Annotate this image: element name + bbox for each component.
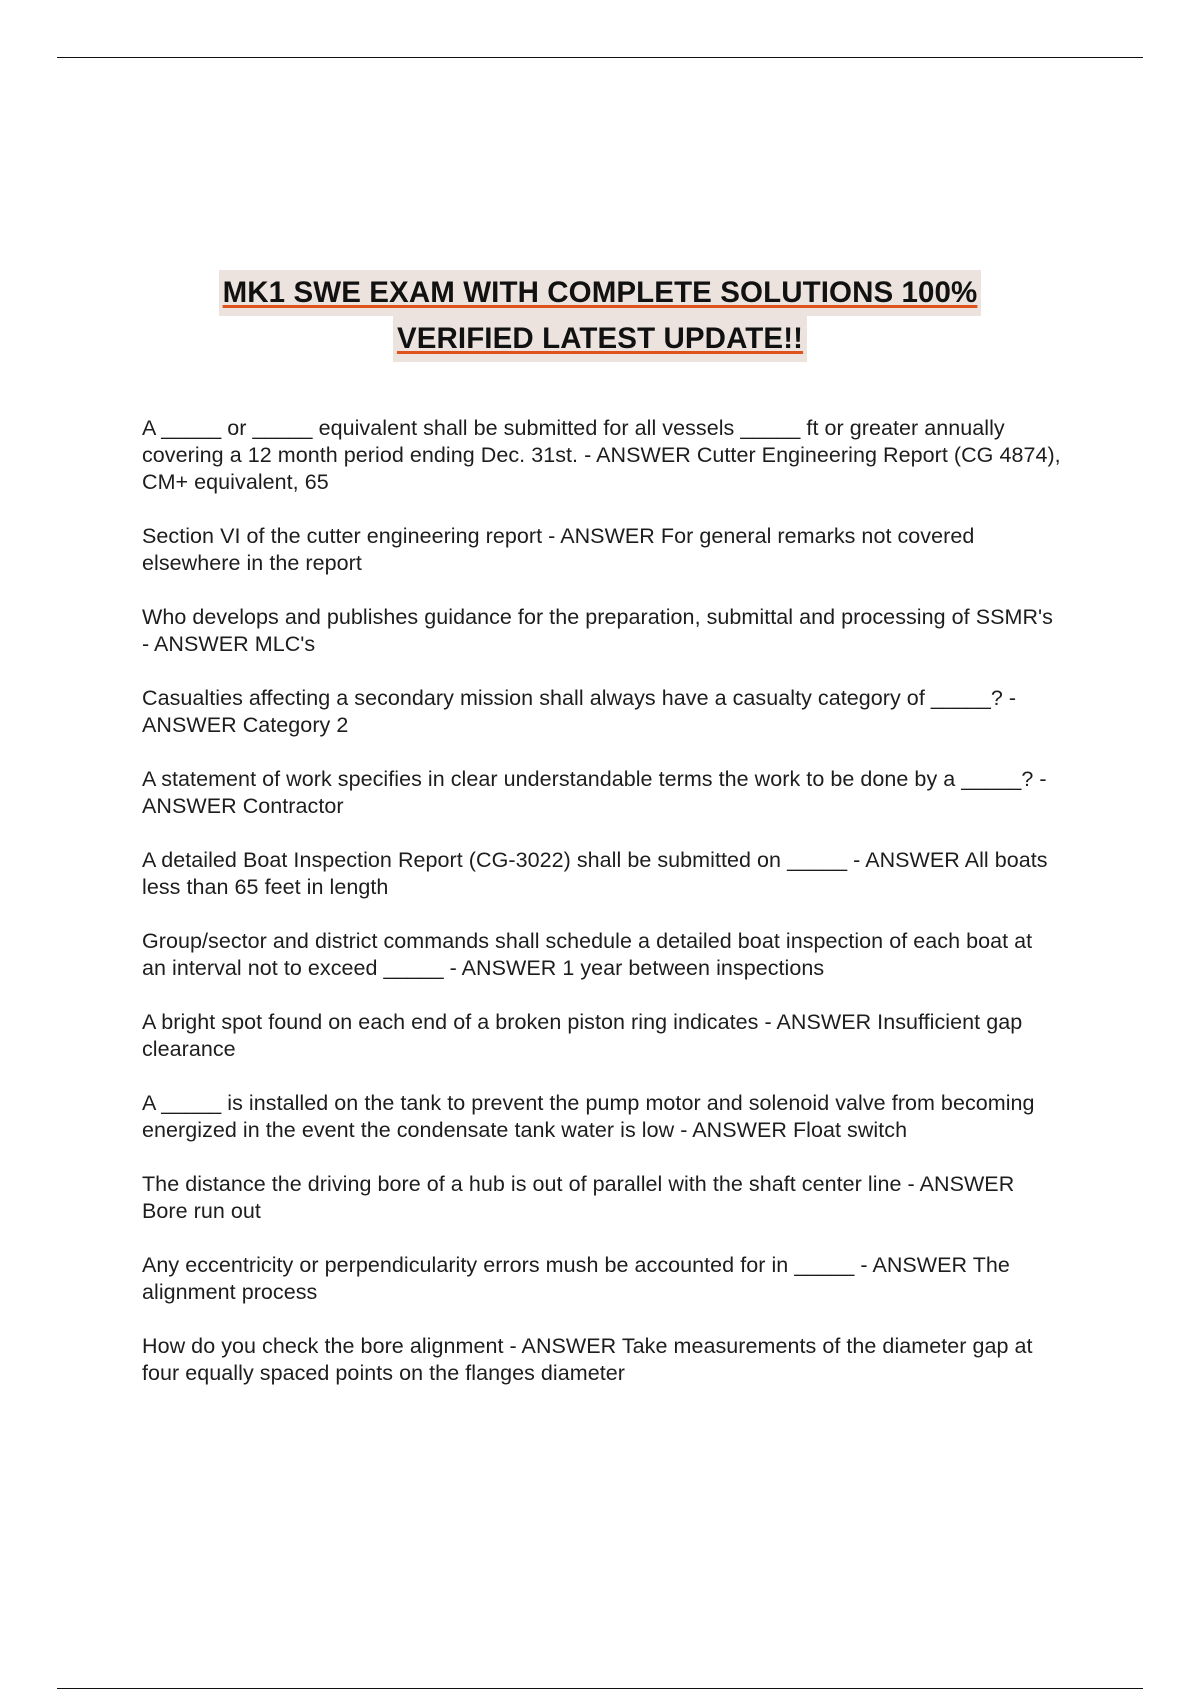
qa-item: A bright spot found on each end of a broken piston ring indicates - ANSWER Insufficient gap clearance [142,1010,1023,1061]
qa-item: The distance the driving bore of a hub is out of parallel with the shaft center line - ANSWER Bore run out [142,1172,1015,1223]
document-title [0,270,1200,362]
qa-item: How do you check the bore alignment - ANSWER Take measurements of the diameter gap at four equally spaced points on the flanges diameter [142,1334,1033,1385]
header-rule [57,57,1143,58]
qa-item: A detailed Boat Inspection Report (CG-3022) shall be submitted on _____ - ANSWER All boats less than 65 feet in length [142,848,1048,899]
qa-item: Section VI of the cutter engineering report - ANSWER For general remarks not covered elsewhere in the report [142,524,975,575]
qa-item: A statement of work specifies in clear understandable terms the work to be done by a _____? - ANSWER Contractor [142,767,1047,818]
title-line-1: MK1 SWE EXAM WITH COMPLETE SOLUTIONS 100% [219,270,982,316]
footer-rule [57,1688,1143,1689]
qa-item: Who develops and publishes guidance for the preparation, submittal and processing of SSMR's - ANSWER MLC's [142,605,1053,656]
qa-item: Casualties affecting a secondary mission shall always have a casualty category of _____? - ANSWER Category 2 [142,686,1017,737]
title-line-2: VERIFIED LATEST UPDATE!! [393,316,807,362]
qa-item: Any eccentricity or perpendicularity errors mush be accounted for in _____ - ANSWER The alignment process [142,1253,1010,1304]
qa-item: Group/sector and district commands shall schedule a detailed boat inspection of each boat at an interval not to exceed _____ - ANSWER 1 year between inspections [142,929,1033,980]
qa-list [142,415,1062,1414]
qa-item: A _____ or _____ equivalent shall be submitted for all vessels _____ ft or greater annually covering a 12 month period ending Dec. 31st. - ANSWER Cutter Engineering Report (CG 4874), CM+ equivalent, 65 [142,416,1061,494]
qa-item: A _____ is installed on the tank to prevent the pump motor and solenoid valve from becoming energized in the event the condensate tank water is low - ANSWER Float switch [142,1091,1035,1142]
